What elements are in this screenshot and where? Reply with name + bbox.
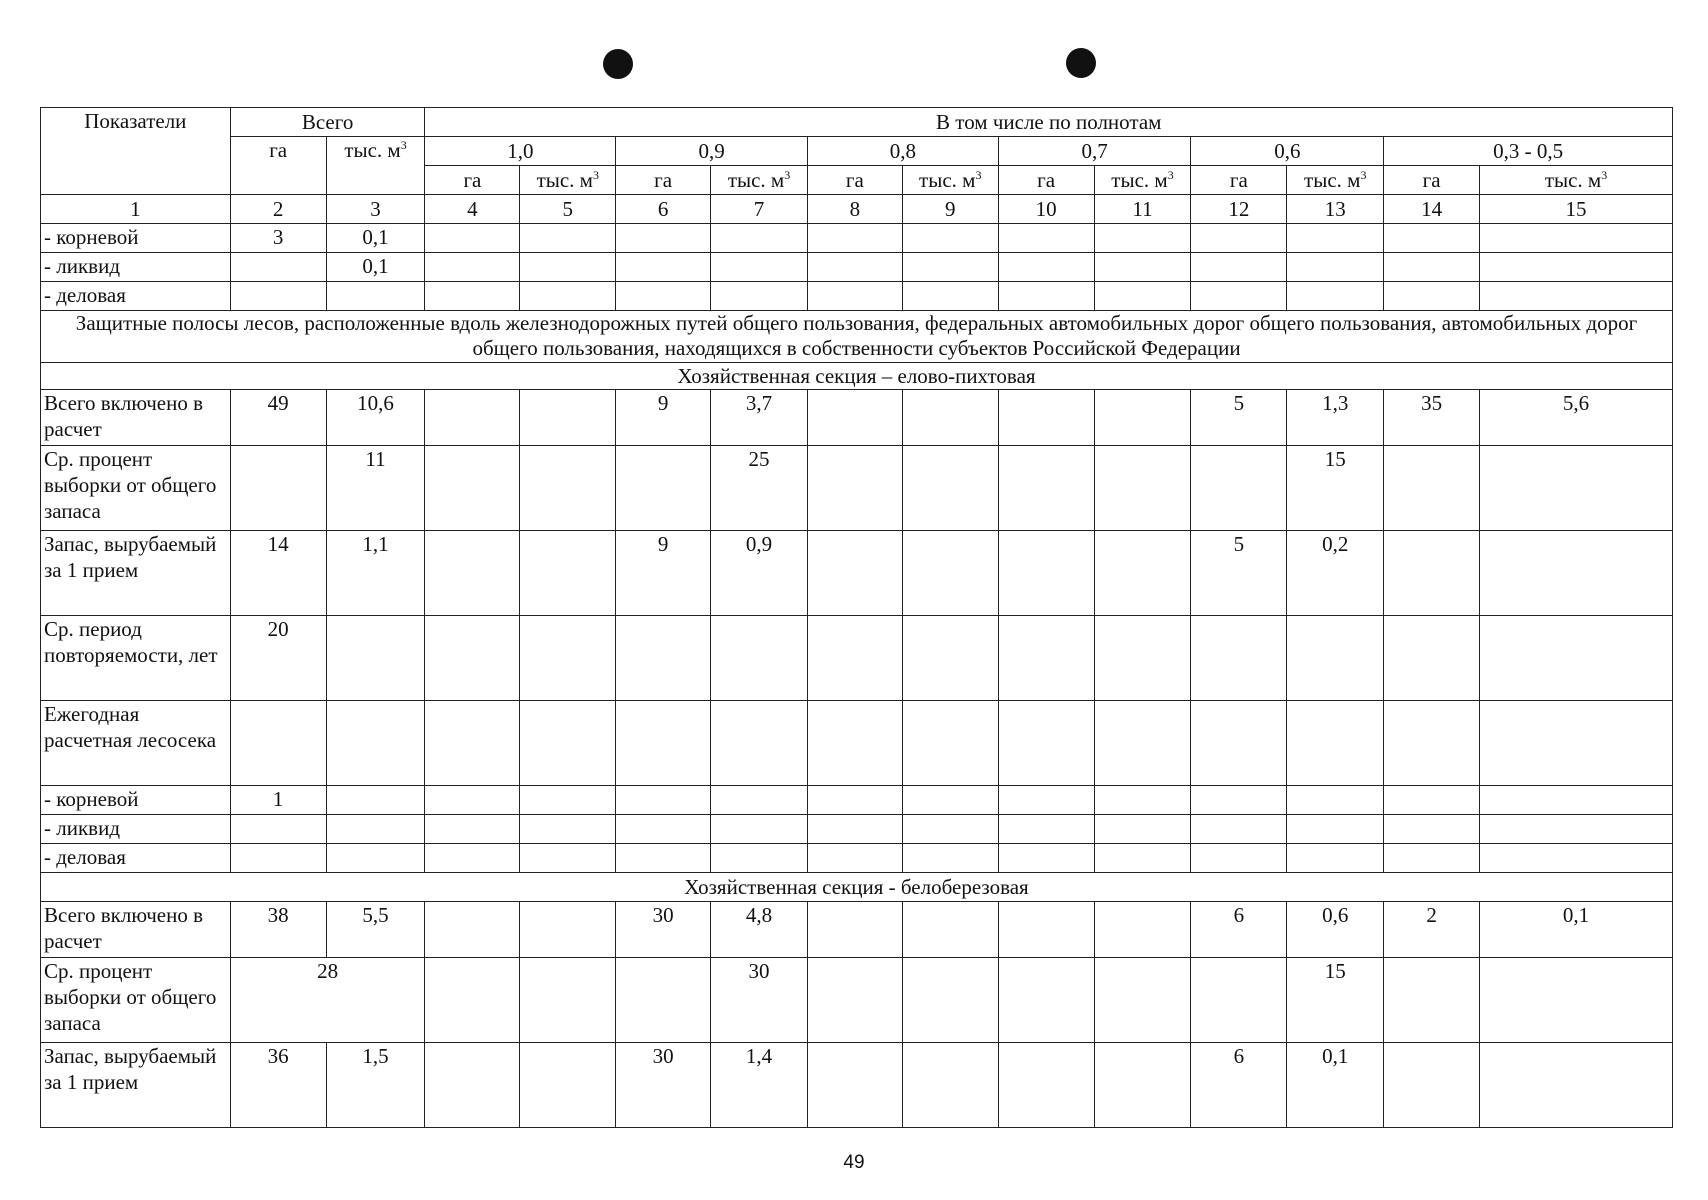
table-cell: 0,2 xyxy=(1287,531,1384,616)
table-cell: 0,6 xyxy=(1287,902,1384,958)
punch-hole-right xyxy=(1066,48,1096,78)
table-cell xyxy=(1191,786,1287,815)
header-density-0-8: 0,8 xyxy=(807,137,998,166)
table-cell: 35 xyxy=(1384,390,1480,446)
table-cell xyxy=(520,815,616,844)
table-cell xyxy=(1094,1043,1191,1128)
top-rows xyxy=(41,224,1673,311)
table-cell xyxy=(1287,224,1384,253)
table-cell xyxy=(1191,446,1287,531)
table-cell xyxy=(230,446,326,531)
unit-volume: тыс. $м^3$ xyxy=(1287,166,1384,195)
table-cell xyxy=(1287,282,1384,311)
table-cell xyxy=(425,446,520,531)
column-number: 12 xyxy=(1191,195,1287,224)
table-cell xyxy=(711,815,808,844)
table-row xyxy=(41,815,1673,844)
table-cell xyxy=(1480,282,1673,311)
table-cell xyxy=(1384,958,1480,1043)
table-cell: 3 xyxy=(230,224,326,253)
table-cell xyxy=(520,844,616,873)
table-cell: 25 xyxy=(711,446,808,531)
table-cell xyxy=(1094,844,1191,873)
header-row-1 xyxy=(41,108,1673,137)
table-cell xyxy=(616,786,711,815)
table-cell xyxy=(711,701,808,786)
table-cell: 15 xyxy=(1287,958,1384,1043)
table-cell: 30 xyxy=(711,958,808,1043)
table-cell xyxy=(711,786,808,815)
table-cell xyxy=(711,282,808,311)
table-cell xyxy=(1384,282,1480,311)
unit-ha: га xyxy=(998,166,1094,195)
table-cell: 9 xyxy=(616,531,711,616)
punch-hole-left xyxy=(603,49,633,79)
table-cell xyxy=(1480,844,1673,873)
table-cell xyxy=(1094,446,1191,531)
table-cell xyxy=(1384,531,1480,616)
table-cell xyxy=(998,224,1094,253)
table-cell xyxy=(711,224,808,253)
header-density-0-7: 0,7 xyxy=(998,137,1191,166)
table-cell xyxy=(326,282,425,311)
table-row xyxy=(41,446,1673,531)
table-cell xyxy=(230,815,326,844)
table-cell xyxy=(1480,224,1673,253)
table-cell xyxy=(616,253,711,282)
page-number: 49 xyxy=(843,1152,865,1173)
table-cell xyxy=(902,224,998,253)
table-cell: 10,6 xyxy=(326,390,425,446)
table-cell xyxy=(425,282,520,311)
table-cell xyxy=(998,446,1094,531)
table-cell xyxy=(520,786,616,815)
row-label: Ежегодная расчетная лесосека xyxy=(41,701,231,786)
table-cell: 30 xyxy=(616,902,711,958)
column-number: 15 xyxy=(1480,195,1673,224)
table-row xyxy=(41,958,1673,1043)
row-label: - корневой xyxy=(41,224,231,253)
table-cell xyxy=(998,902,1094,958)
table-cell xyxy=(807,786,902,815)
table-cell xyxy=(807,224,902,253)
table-cell xyxy=(1480,958,1673,1043)
table-cell xyxy=(616,958,711,1043)
table-cell: 1 xyxy=(230,786,326,815)
table-cell xyxy=(1094,390,1191,446)
table-cell xyxy=(520,1043,616,1128)
table-cell xyxy=(1287,815,1384,844)
table-cell: 5 xyxy=(1191,390,1287,446)
table-cell xyxy=(807,701,902,786)
row-label: - ликвид xyxy=(41,815,231,844)
table-cell: 1,1 xyxy=(326,531,425,616)
table-cell xyxy=(326,786,425,815)
table-row xyxy=(41,390,1673,446)
table-cell: 9 xyxy=(616,390,711,446)
table-cell xyxy=(1094,224,1191,253)
header-by-density: В том числе по полнотам xyxy=(425,108,1673,137)
table-cell xyxy=(1384,844,1480,873)
column-number: 7 xyxy=(711,195,808,224)
table-cell xyxy=(520,282,616,311)
table-cell xyxy=(711,616,808,701)
table-cell xyxy=(1094,815,1191,844)
table-cell xyxy=(807,390,902,446)
table-cell xyxy=(616,224,711,253)
table-cell xyxy=(1480,701,1673,786)
unit-ha: га xyxy=(1191,166,1287,195)
table-cell xyxy=(1191,815,1287,844)
spruce-section-rows xyxy=(41,390,1673,873)
row-label: Всего включено в расчет xyxy=(41,902,231,958)
table-cell xyxy=(1287,616,1384,701)
table-cell xyxy=(520,446,616,531)
row-label: Всего включено в расчет xyxy=(41,390,231,446)
table-cell xyxy=(230,282,326,311)
unit-volume: тыс. $м^3$ xyxy=(902,166,998,195)
table-row xyxy=(41,701,1673,786)
table-row xyxy=(41,224,1673,253)
section-title-birch: Хозяйственная секция - белоберезовая xyxy=(41,873,1673,902)
table-cell xyxy=(1191,282,1287,311)
column-number: 4 xyxy=(425,195,520,224)
header-total-ha: га xyxy=(230,137,326,195)
table-cell: 5,6 xyxy=(1480,390,1673,446)
table-cell xyxy=(616,815,711,844)
table-cell xyxy=(326,616,425,701)
cell-merged-total: 28 xyxy=(230,958,425,1043)
table-cell xyxy=(520,958,616,1043)
table-cell xyxy=(425,844,520,873)
table-cell xyxy=(1480,616,1673,701)
table-cell xyxy=(902,616,998,701)
table-cell: 0,1 xyxy=(326,253,425,282)
table-cell xyxy=(425,616,520,701)
table-cell xyxy=(1094,282,1191,311)
table-cell xyxy=(230,253,326,282)
table-cell xyxy=(326,815,425,844)
table-cell xyxy=(998,815,1094,844)
table-cell: 6 xyxy=(1191,902,1287,958)
unit-ha: га xyxy=(1384,166,1480,195)
table-cell xyxy=(425,1043,520,1128)
table-cell xyxy=(1384,1043,1480,1128)
table-row xyxy=(41,902,1673,958)
table-cell xyxy=(1094,531,1191,616)
table-row xyxy=(41,1043,1673,1128)
table-cell xyxy=(1094,786,1191,815)
table-cell xyxy=(902,902,998,958)
header-total: Всего xyxy=(230,108,425,137)
table-cell: 11 xyxy=(326,446,425,531)
table-cell xyxy=(1384,616,1480,701)
unit-ha: га xyxy=(807,166,902,195)
table-cell xyxy=(807,282,902,311)
table-cell: 0,1 xyxy=(326,224,425,253)
table-cell xyxy=(998,844,1094,873)
table-cell xyxy=(1094,701,1191,786)
table-cell: 1,4 xyxy=(711,1043,808,1128)
table-cell: 2 xyxy=(1384,902,1480,958)
table-cell xyxy=(425,390,520,446)
unit-volume: тыс. $м^3$ xyxy=(520,166,616,195)
header-density-1-0: 1,0 xyxy=(425,137,616,166)
table-cell xyxy=(807,958,902,1043)
table-cell xyxy=(520,390,616,446)
table-cell xyxy=(807,446,902,531)
table-cell xyxy=(998,282,1094,311)
table-cell xyxy=(902,844,998,873)
row-label: Запас, вырубаемый за 1 прием xyxy=(41,531,231,616)
table-cell xyxy=(616,282,711,311)
table-cell xyxy=(616,844,711,873)
table-cell xyxy=(1191,701,1287,786)
table-cell xyxy=(998,390,1094,446)
table-row xyxy=(41,282,1673,311)
table-cell xyxy=(807,253,902,282)
table-cell xyxy=(711,253,808,282)
table-cell xyxy=(1480,1043,1673,1128)
table-cell xyxy=(1480,786,1673,815)
table-cell xyxy=(1384,786,1480,815)
table-cell xyxy=(902,531,998,616)
table-cell xyxy=(616,446,711,531)
table-cell xyxy=(998,958,1094,1043)
table-cell xyxy=(998,616,1094,701)
row-label: Ср. процент выборки от общего запаса xyxy=(41,958,231,1043)
spruce-section-title-row xyxy=(41,363,1673,390)
table-cell xyxy=(1480,253,1673,282)
table-cell xyxy=(807,902,902,958)
table-cell: 30 xyxy=(616,1043,711,1128)
header-density-0-6: 0,6 xyxy=(1191,137,1384,166)
table-cell xyxy=(1480,531,1673,616)
table-cell xyxy=(998,253,1094,282)
section-title-spruce: Хозяйственная секция – елово-пихтовая xyxy=(41,363,1673,390)
table-cell xyxy=(520,701,616,786)
table-cell xyxy=(1384,446,1480,531)
row-label: Ср. процент выборки от общего запаса xyxy=(41,446,231,531)
table-cell xyxy=(616,616,711,701)
table-cell xyxy=(902,282,998,311)
table-cell: 20 xyxy=(230,616,326,701)
table-cell xyxy=(520,253,616,282)
table-cell xyxy=(1480,815,1673,844)
table-row xyxy=(41,786,1673,815)
table-cell xyxy=(520,224,616,253)
table-cell xyxy=(425,531,520,616)
table-cell xyxy=(902,390,998,446)
table-cell xyxy=(520,902,616,958)
header-density-0-9: 0,9 xyxy=(616,137,808,166)
table-row xyxy=(41,531,1673,616)
table-cell xyxy=(425,902,520,958)
table-cell xyxy=(1191,224,1287,253)
table-cell xyxy=(807,1043,902,1128)
table-cell xyxy=(1094,253,1191,282)
table-cell xyxy=(425,224,520,253)
header-density-0-3-0-5: 0,3 - 0,5 xyxy=(1384,137,1673,166)
table-cell: 36 xyxy=(230,1043,326,1128)
table-cell xyxy=(902,815,998,844)
table-cell: 1,3 xyxy=(1287,390,1384,446)
protective-strips-row xyxy=(41,311,1673,363)
protective-strips-heading: Защитные полосы лесов, расположенные вдоль железнодорожных путей общего пользования, федеральных автомобильных дорог общего пользования, автомобильных дорог общего пользования, находящихся в собственности субъектов Российской Федерации xyxy=(41,311,1673,363)
column-number: 10 xyxy=(998,195,1094,224)
table-cell xyxy=(807,531,902,616)
table-row xyxy=(41,616,1673,701)
table-cell xyxy=(1191,616,1287,701)
row-label: - деловая xyxy=(41,844,231,873)
column-number: 13 xyxy=(1287,195,1384,224)
table-cell: 1,5 xyxy=(326,1043,425,1128)
table-cell xyxy=(1480,446,1673,531)
table-cell xyxy=(807,815,902,844)
birch-section-rows xyxy=(41,902,1673,1128)
forest-harvest-table xyxy=(40,107,1673,1128)
table-cell xyxy=(1191,844,1287,873)
table-cell xyxy=(1191,958,1287,1043)
table-cell xyxy=(1094,958,1191,1043)
row-label: - корневой xyxy=(41,786,231,815)
column-number: 1 xyxy=(41,195,231,224)
table-cell xyxy=(1287,786,1384,815)
table-cell xyxy=(902,786,998,815)
column-number: 5 xyxy=(520,195,616,224)
table-row xyxy=(41,253,1673,282)
table-cell xyxy=(1094,902,1191,958)
column-number: 6 xyxy=(616,195,711,224)
column-number: 3 xyxy=(326,195,425,224)
table-cell: 0,9 xyxy=(711,531,808,616)
table-cell xyxy=(230,844,326,873)
unit-ha: га xyxy=(616,166,711,195)
table-cell xyxy=(425,701,520,786)
table-cell xyxy=(998,1043,1094,1128)
table-cell xyxy=(807,844,902,873)
table-cell xyxy=(902,1043,998,1128)
table-cell xyxy=(425,815,520,844)
table-cell xyxy=(902,958,998,1043)
table-cell xyxy=(1094,616,1191,701)
table-cell: 49 xyxy=(230,390,326,446)
column-number: 11 xyxy=(1094,195,1191,224)
column-number: 9 xyxy=(902,195,998,224)
row-label: Ср. период повторяемости, лет xyxy=(41,616,231,701)
row-label: - деловая xyxy=(41,282,231,311)
column-number: 8 xyxy=(807,195,902,224)
table-cell xyxy=(326,844,425,873)
table-cell xyxy=(998,531,1094,616)
table-cell: 38 xyxy=(230,902,326,958)
table-cell: 4,8 xyxy=(711,902,808,958)
table-cell xyxy=(1384,253,1480,282)
table-cell xyxy=(616,701,711,786)
table-cell xyxy=(807,616,902,701)
table-cell: 6 xyxy=(1191,1043,1287,1128)
birch-section-title-row xyxy=(41,873,1673,902)
table-cell: 5 xyxy=(1191,531,1287,616)
unit-volume: тыс. $м^3$ xyxy=(1480,166,1673,195)
header-total-volume: тыс. $м^3$ xyxy=(326,137,425,195)
header-column-numbers-row xyxy=(41,195,1673,224)
row-label: Запас, вырубаемый за 1 прием xyxy=(41,1043,231,1128)
table-cell xyxy=(902,253,998,282)
table-cell xyxy=(520,531,616,616)
table-cell xyxy=(902,446,998,531)
header-indicator: Показатели xyxy=(41,108,231,195)
table-row xyxy=(41,844,1673,873)
unit-volume: тыс. $м^3$ xyxy=(711,166,808,195)
table-cell xyxy=(1384,701,1480,786)
table-cell xyxy=(230,701,326,786)
unit-volume: тыс. $м^3$ xyxy=(1094,166,1191,195)
unit-ha: га xyxy=(425,166,520,195)
table-cell xyxy=(902,701,998,786)
table-cell xyxy=(425,958,520,1043)
table-cell: 0,1 xyxy=(1287,1043,1384,1128)
table-cell: 3,7 xyxy=(711,390,808,446)
table-cell xyxy=(425,786,520,815)
table-cell xyxy=(1384,815,1480,844)
table-cell xyxy=(425,253,520,282)
table-cell xyxy=(1191,253,1287,282)
table-cell xyxy=(326,701,425,786)
header-row-2 xyxy=(41,137,1673,166)
table-cell xyxy=(1287,844,1384,873)
table-cell xyxy=(1384,224,1480,253)
table-cell: 14 xyxy=(230,531,326,616)
column-number: 14 xyxy=(1384,195,1480,224)
table-cell xyxy=(1287,701,1384,786)
column-number: 2 xyxy=(230,195,326,224)
table-cell xyxy=(998,786,1094,815)
table-cell: 5,5 xyxy=(326,902,425,958)
table-cell xyxy=(998,701,1094,786)
table-cell: 0,1 xyxy=(1480,902,1673,958)
table-cell xyxy=(520,616,616,701)
table-cell: 15 xyxy=(1287,446,1384,531)
table-cell xyxy=(1287,253,1384,282)
table-cell xyxy=(711,844,808,873)
row-label: - ликвид xyxy=(41,253,231,282)
